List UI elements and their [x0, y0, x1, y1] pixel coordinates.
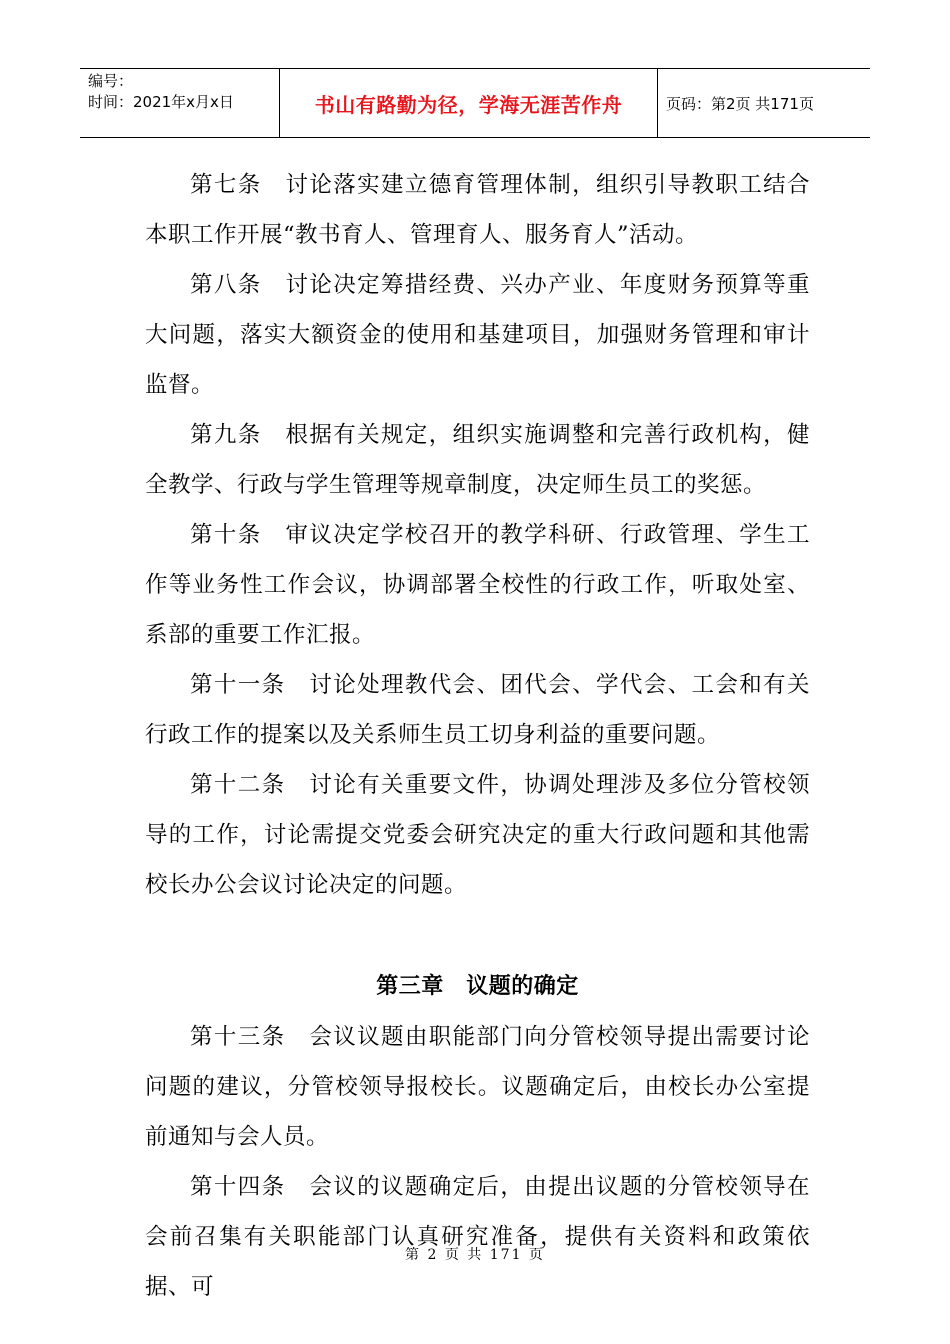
article-12: 第十二条 讨论有关重要文件，协调处理涉及多位分管校领导的工作，讨论需提交党委会研究决定的重大行政问题和其他需校长办公会议讨论决定的问题。 [145, 772, 810, 898]
header-page-info: 页码：第2页 共171页 [666, 94, 814, 113]
document-body [145, 160, 810, 1312]
page-footer: 第 2 页 共 171 页 [405, 1247, 545, 1263]
article-7: 第七条 讨论落实建立德育管理体制，组织引导教职工结合本职工作开展“教书育人、管理育人、服务育人”活动。 [145, 172, 810, 248]
article-14: 第十四条 会议的议题确定后，由提出议题的分管校领导在会前召集有关职能部门认真研究准备，提供有关资料和政策依据、可 [145, 1174, 810, 1300]
header-motto: 书山有路勤为径，学海无涯苦作舟 [280, 69, 658, 137]
article-13: 第十三条 会议议题由职能部门向分管校领导提出需要讨论问题的建议，分管校领导报校长。议题确定后，由校长办公室提前通知与会人员。 [145, 1024, 810, 1150]
serial-label: 编号： [88, 72, 134, 90]
date-line: 时间：2021年x月x日 [88, 93, 234, 111]
article-11: 第十一条 讨论处理教代会、团代会、学代会、工会和有关行政工作的提案以及关系师生员工切身利益的重要问题。 [145, 672, 810, 748]
header-meta [80, 69, 280, 137]
chapter-title: 第三章 议题的确定 [376, 974, 579, 999]
article-10: 第十条 审议决定学校召开的教学科研、行政管理、学生工作等业务性工作会议，协调部署全校性的行政工作，听取处室、系部的重要工作汇报。 [145, 522, 810, 648]
article-8: 第八条 讨论决定筹措经费、兴办产业、年度财务预算等重大问题，落实大额资金的使用和基建项目，加强财务管理和审计监督。 [145, 272, 810, 398]
page-header [80, 68, 870, 138]
article-9: 第九条 根据有关规定，组织实施调整和完善行政机构，健全教学、行政与学生管理等规章制度，决定师生员工的奖惩。 [145, 422, 810, 498]
